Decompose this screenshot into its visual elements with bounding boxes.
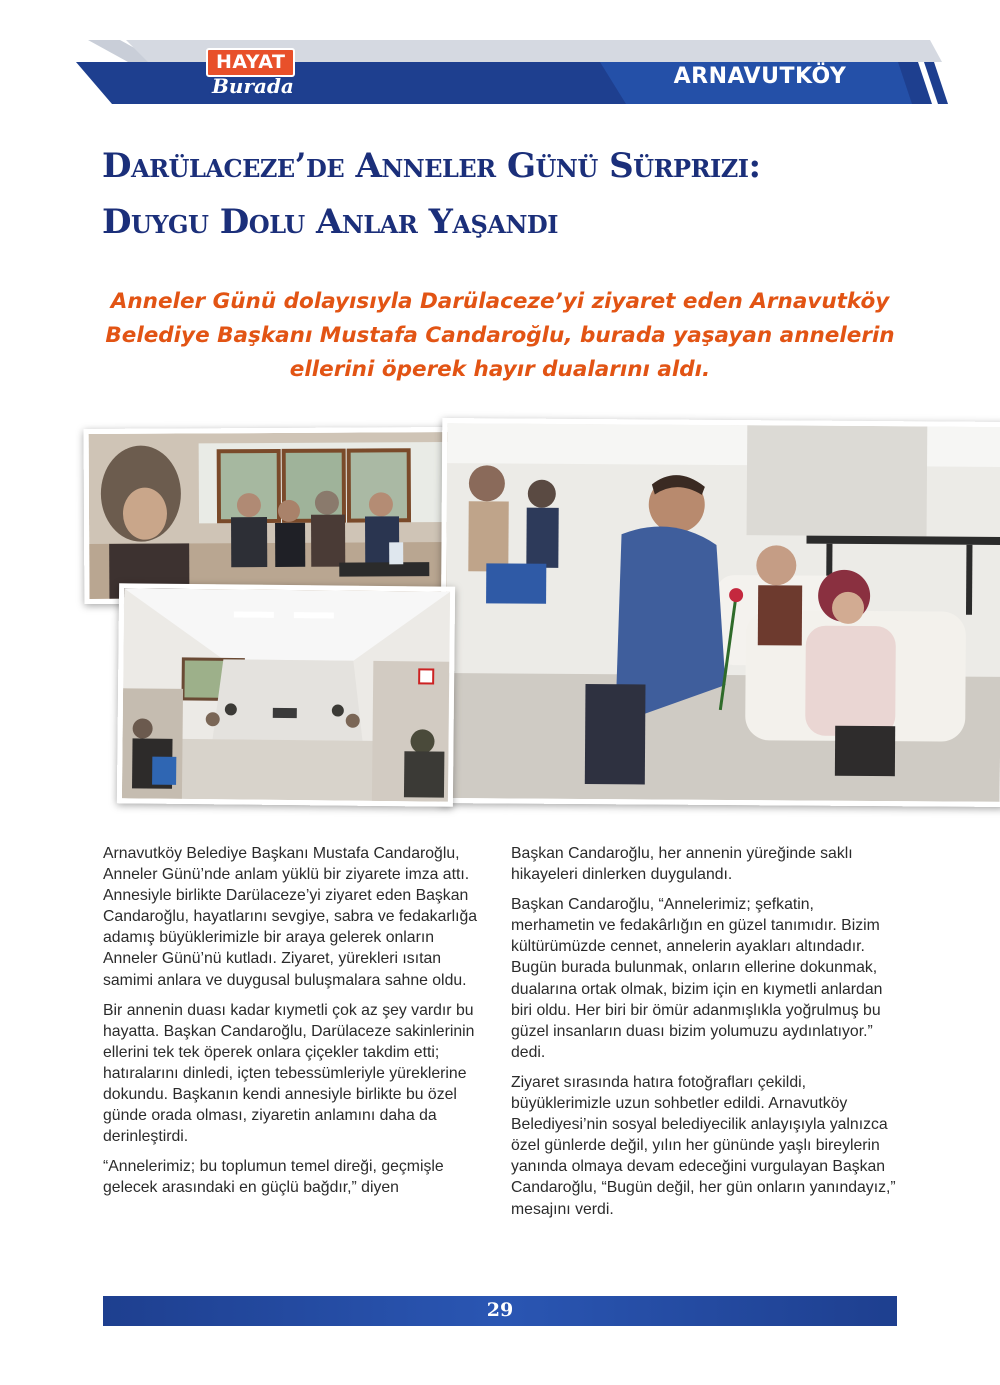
title-line-1: Darülaceze’de Anneler Günü Sürprizi:	[102, 146, 761, 186]
logo-hayat-text: HAYAT	[206, 48, 295, 77]
article-title	[102, 138, 962, 250]
paragraph: Ziyaret sırasında hatıra fotoğrafları çekildi, büyüklerimizle uzun sohbetler edildi. Arnavutköy Belediyesi’nin sosyal belediyecilik anlayışıyla yalnızca özel günlerde değil, yılın her gününde yaşlı bireylerin yanında olmaya devam edeceğini vurgulayan Başkan Candaroğlu, “Bugün değil, her gün onların yanındayız,” mesajını verdi.	[511, 1073, 896, 1218]
paragraph: Başkan Candaroğlu, her annenin yüreğinde saklı hikayeleri dinlerken duygulandı.	[511, 845, 853, 884]
page-number: 29	[486, 1299, 514, 1321]
photo-illustration-group	[89, 432, 450, 599]
photo-illustration-hall	[122, 588, 450, 801]
photo-hall-wide	[117, 583, 455, 807]
paragraph: Başkan Candaroğlu, “Annelerimiz; şefkatin, merhametin ve fedakârlığın en güzel tanımıdır. Bizim kültürümüzde cennet, annelerin ayakları altındadır. Bugün burada bulunmak, onların ellerine dokunmak, dualarına ortak olmak, bizim için en kıymetli anlardan biri oldu. Her biri bir ömür adanmışlıkla yoğrulmuş bu güzel insanların duası bizim yolumuzu aydınlatıyor.” dedi.	[511, 896, 883, 1061]
paragraph: Bir annenin duası kadar kıymetli çok az şey vardır bu hayatta. Başkan Candaroğlu, Darülaceze sakinlerinin ellerini tek tek öperek onlara çiçekler takdim etti; hatıralarını dinledi, içten tebessümleriyle yüreklerine dokundu. Başkanın kendi annesiyle birlikte bu özel günde orada olması, ziyaretin anlamını daha da derinleştirdi.	[103, 1001, 475, 1146]
header-stripes	[0, 0, 1000, 110]
paragraph: Arnavutköy Belediye Başkanı Mustafa Candaroğlu, Anneler Günü’nde anlam yüklü bir ziyarete imza attı. Annesiyle birlikte Darülaceze’yi ziyaret eden Başkan Candaroğlu, hayatlarını sevgiye, sabra ve fedakarlığa adamış büyüklerimizle bir araya gelerek onların Anneler Günü’nü kutladı. Ziyaret, yürekleri ısıtan samimi anlara ve duygusal buluşmalara sahne oldu.	[103, 845, 478, 989]
hayat-burada-logo	[198, 48, 308, 106]
article-column-left	[103, 843, 489, 1208]
logo-burada-text: Burada	[212, 74, 294, 98]
paragraph: “Annelerimiz; bu toplumun temel direği, geçmişle gelecek arasındaki en güçlü bağdır,” diyen	[103, 1158, 444, 1197]
photo-mayor-flower	[440, 418, 1000, 807]
header-banner	[0, 0, 1000, 110]
section-label: ARNAVUTKÖY	[673, 64, 847, 89]
article-lead: Anneler Günü dolayısıyla Darülaceze’yi ziyaret eden Arnavutköy Belediye Başkanı Mustafa Candaroğlu, burada yaşayan annelerin ellerini öperek hayır dualarını aldı.	[105, 289, 895, 382]
footer-bar	[103, 1296, 897, 1326]
article-column-right	[511, 843, 897, 1229]
photo-illustration-mayor	[445, 423, 1000, 802]
title-line-2: Duygu Dolu Anlar Yaşandı	[102, 202, 558, 242]
photo-visit-group	[84, 427, 455, 604]
